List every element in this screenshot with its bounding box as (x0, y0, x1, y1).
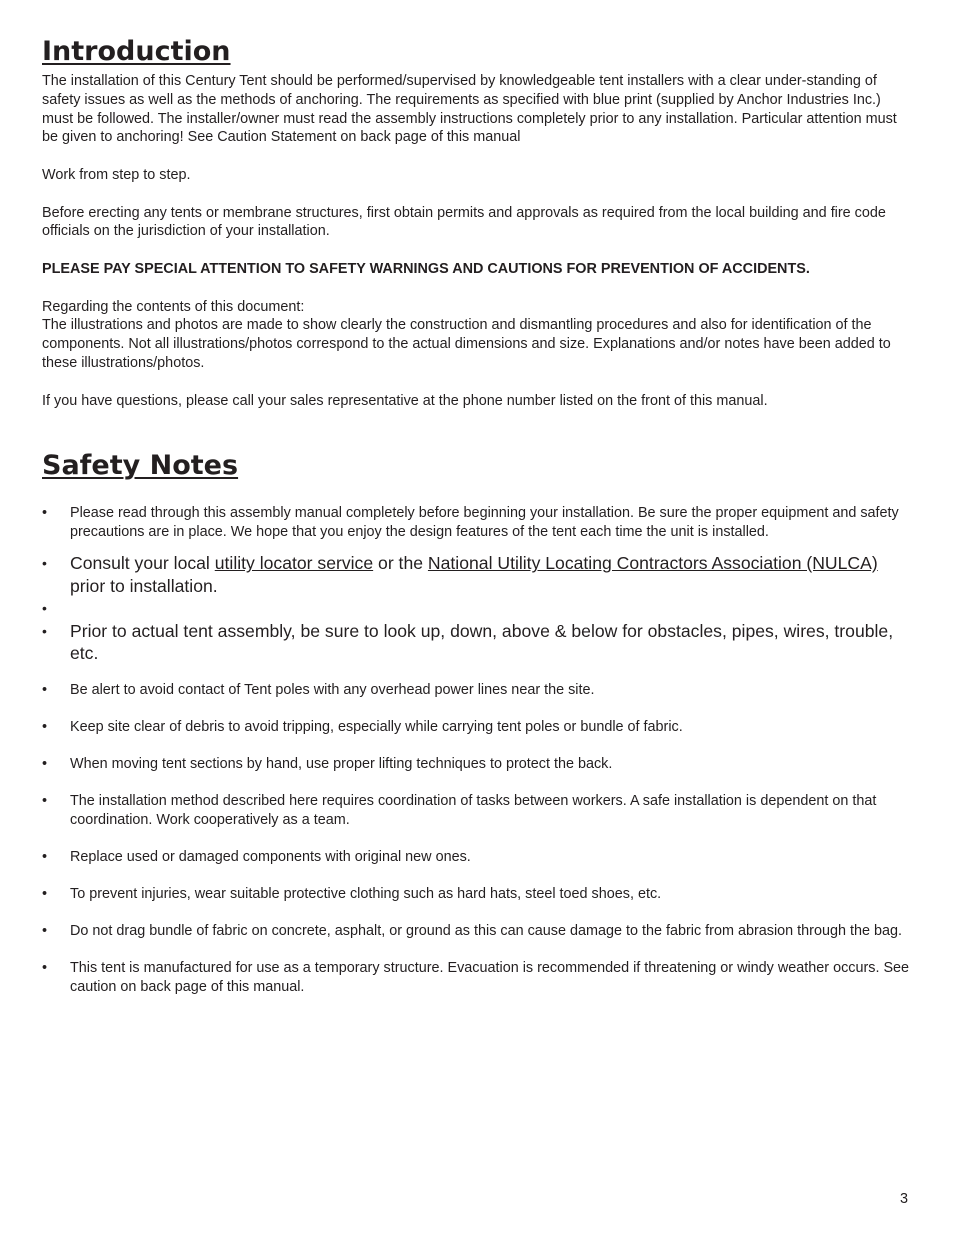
bullet-icon: • (42, 959, 48, 976)
bullet-icon: • (42, 718, 48, 735)
intro-paragraph-2: Work from step to step. (42, 166, 191, 183)
list-item: • Replace used or damaged components with original new ones. (42, 848, 471, 865)
list-item: • Consult your local utility locator service or the National Utility Locating Contractors Association (NULCA) prior to installation. (42, 553, 878, 596)
introduction-section (42, 72, 912, 410)
bullet-icon: • (42, 885, 48, 902)
bullet-icon: • (42, 681, 48, 698)
bullet-icon: • (42, 755, 48, 772)
list-item: • Be alert to avoid contact of Tent poles with any overhead power lines near the site. (42, 681, 595, 698)
introduction-heading: Introduction (42, 36, 231, 67)
safety-notes-list (42, 504, 912, 997)
utility-locator-link[interactable]: utility locator service (214, 553, 374, 574)
list-item: • The installation method described here requires coordination of tasks between workers. A safe installation is dependent on that coordination. Work cooperatively as a team. (42, 792, 877, 828)
intro-paragraph-1: The installation of this Century Tent should be performed/supervised by knowledgeable tent installers with a clear under-standing of safety issues as well as the methods of anchoring. The requirements as specified with blue print (supplied by Anchor Industries Inc.) must be followed. The installer/owner must read the assembly instructions completely prior to any installation. Particular attention must be given to anchoring! See Caution Statement on back page of this manual (42, 73, 897, 146)
bullet-icon: • (42, 555, 47, 572)
intro-paragraph-3: Before erecting any tents or membrane structures, first obtain permits and approvals as required from the local building and fire code officials on the jurisdiction of your installation. (42, 204, 886, 240)
bullet-icon: • (42, 792, 48, 809)
list-item: • To prevent injuries, wear suitable protective clothing such as hard hats, steel toed shoes, etc. (42, 885, 662, 902)
bullet-icon: • (42, 922, 48, 939)
manual-page (42, 34, 912, 997)
list-item (42, 597, 912, 620)
bullet-icon: • (42, 600, 47, 617)
bullet-icon: • (42, 505, 48, 522)
list-item: • Please read through this assembly manual completely before beginning your installation. Be sure the proper equipment and safety precautions are in place. We hope that you enjoy the design features of the tent each time the unit is installed. (42, 505, 899, 541)
bullet-icon: • (42, 622, 47, 639)
intro-paragraph-5-body: The illustrations and photos are made to show clearly the construction and dismantling procedures and also for identification of the components. Not all illustrations/photos correspond to the actual dimensions and size. Explanations and/or notes have been added to these illustrations/photos. (42, 317, 891, 371)
safety-warning-notice: PLEASE PAY SPECIAL ATTENTION TO SAFETY WARNINGS AND CAUTIONS FOR PREVENTION OF ACCIDENTS. (42, 260, 810, 277)
list-item: • This tent is manufactured for use as a temporary structure. Evacuation is recommended if threatening or windy weather occurs. See caution on back page of this manual. (42, 959, 910, 995)
list-item: • Keep site clear of debris to avoid tripping, especially while carrying tent poles or bundle of fabric. (42, 718, 683, 735)
list-item: • When moving tent sections by hand, use proper lifting techniques to protect the back. (42, 755, 613, 772)
bullet-icon: • (42, 848, 48, 865)
page-number: 3 (900, 1191, 909, 1207)
intro-paragraph-6: If you have questions, please call your sales representative at the phone number listed on the front of this manual. (42, 392, 768, 409)
intro-paragraph-5-title: Regarding the contents of this document: (42, 298, 305, 315)
list-item: • Prior to actual tent assembly, be sure to look up, down, above & below for obstacles, pipes, wires, trouble, etc. (42, 620, 894, 664)
safety-notes-heading: Safety Notes (42, 450, 239, 482)
list-item: • Do not drag bundle of fabric on concrete, asphalt, or ground as this can cause damage to the fabric from abrasion through the bag. (42, 922, 902, 939)
nulca-link[interactable]: National Utility Locating Contractors Association (NULCA) (427, 553, 878, 574)
